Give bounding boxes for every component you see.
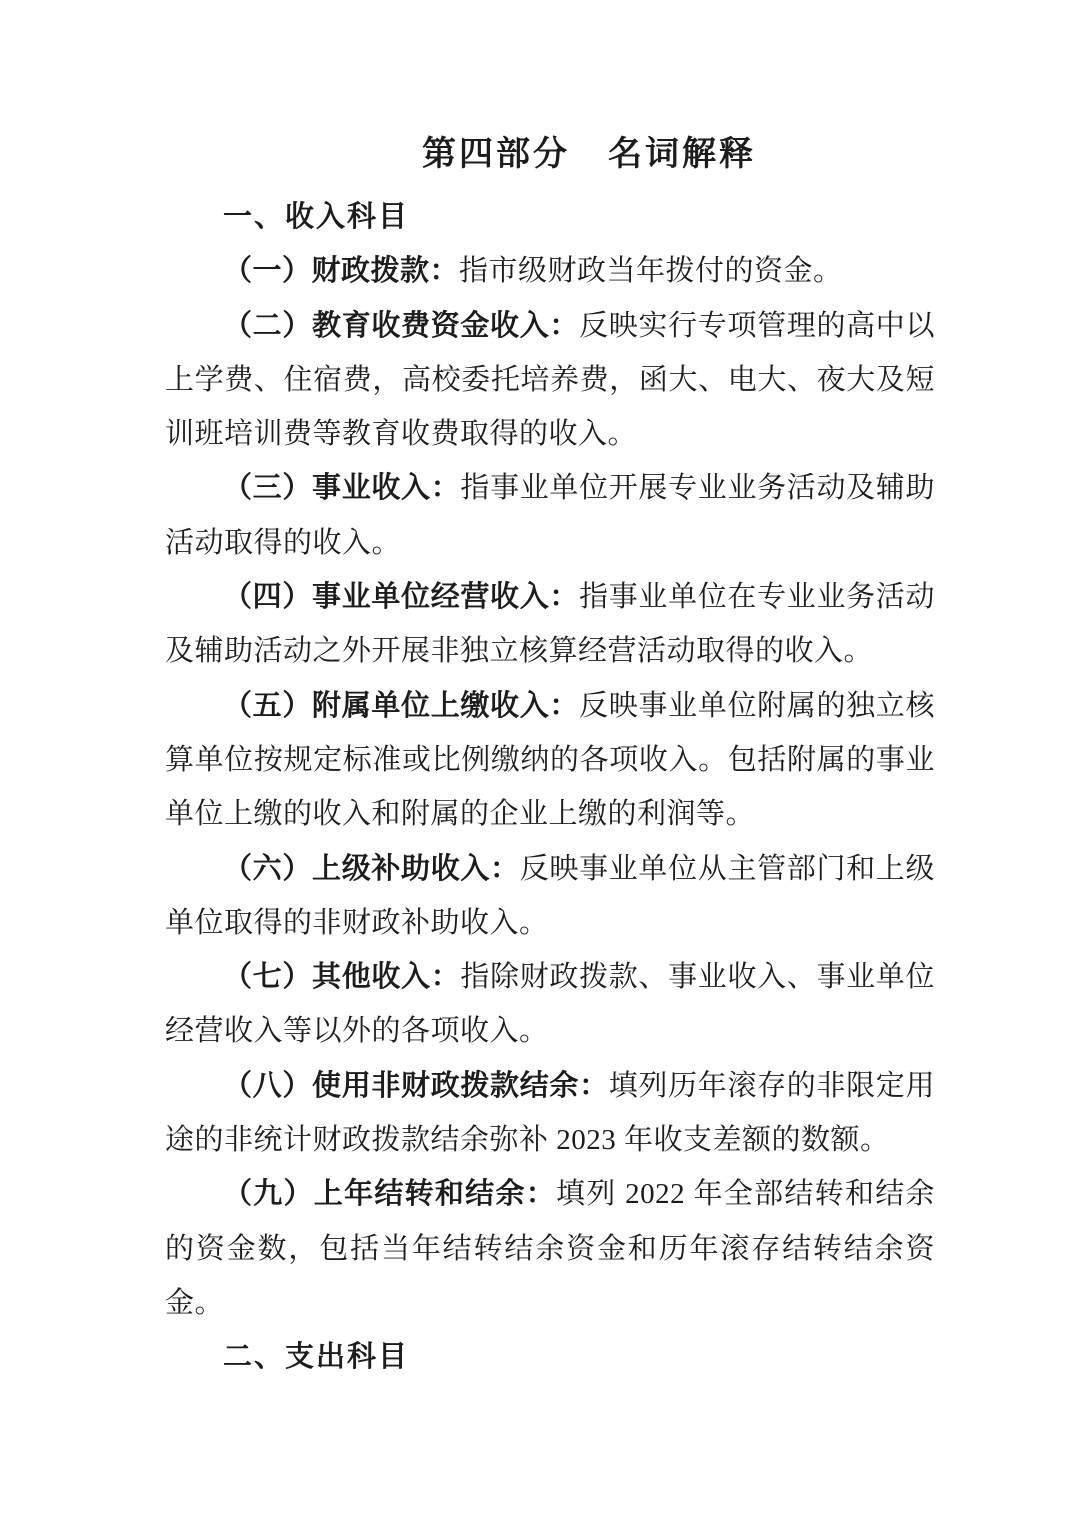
term-definition: 填列历年滚存的非限定用途的非统计财政拨款结余弥补 2023 年收支差额的数额。 bbox=[165, 1069, 935, 1157]
section-heading bbox=[165, 190, 935, 244]
term-definition: 反映事业单位附属的独立核算单位按规定标准或比例缴纳的各项收入。包括附属的事业单位上缴的收入和附属的企业上缴的利润等。 bbox=[165, 689, 935, 831]
term-label: （六）上级补助收入： bbox=[223, 852, 520, 885]
term-definition: 指事业单位在专业业务活动及辅助活动之外开展非独立核算经营活动取得的收入。 bbox=[165, 581, 935, 668]
term-label: （四）事业单位经营收入： bbox=[223, 581, 580, 614]
term-definition: 指市级财政当年拨付的资金。 bbox=[459, 255, 843, 288]
term-paragraph bbox=[165, 679, 935, 842]
section-heading-text: 一、收入科目 bbox=[223, 201, 410, 233]
term-paragraph bbox=[165, 299, 935, 462]
term-definition: 指除财政拨款、事业收入、事业单位经营收入等以外的各项收入。 bbox=[165, 961, 935, 1048]
term-label: （九）上年结转和结余： bbox=[223, 1178, 556, 1211]
term-paragraph bbox=[165, 842, 935, 951]
term-label: （三）事业收入： bbox=[223, 472, 461, 505]
title-part-left: 第四部分 bbox=[422, 136, 570, 173]
term-definition: 填列 2022 年全部结转和结余的资金数，包括当年结转结余资金和历年滚存结转结余资金。 bbox=[165, 1178, 935, 1319]
term-paragraph bbox=[165, 570, 935, 679]
title-part-right: 名词解释 bbox=[608, 136, 756, 173]
document-body bbox=[165, 190, 935, 1385]
section-heading-text: 二、支出科目 bbox=[223, 1341, 410, 1374]
page-title bbox=[204, 135, 974, 175]
term-definition: 反映事业单位从主管部门和上级单位取得的非财政补助收入。 bbox=[165, 852, 935, 939]
term-label: （二）教育收费资金收入： bbox=[223, 309, 580, 342]
term-paragraph bbox=[165, 1167, 935, 1330]
term-label: （七）其他收入： bbox=[223, 961, 461, 994]
term-definition: 反映实行专项管理的高中以上学费、住宿费，高校委托培养费，函大、电大、夜大及短训班培训费等教育收费取得的收入。 bbox=[165, 309, 935, 451]
term-paragraph bbox=[165, 950, 935, 1059]
term-label: （八）使用非财政拨款结余： bbox=[223, 1069, 609, 1102]
term-label: （五）附属单位上缴收入： bbox=[223, 689, 580, 722]
term-paragraph bbox=[165, 244, 935, 298]
term-paragraph bbox=[165, 461, 935, 570]
section-heading bbox=[165, 1330, 935, 1384]
term-paragraph bbox=[165, 1059, 935, 1168]
term-definition: 指事业单位开展专业业务活动及辅助活动取得的收入。 bbox=[165, 472, 935, 559]
term-label: （一）财政拨款： bbox=[223, 255, 460, 288]
